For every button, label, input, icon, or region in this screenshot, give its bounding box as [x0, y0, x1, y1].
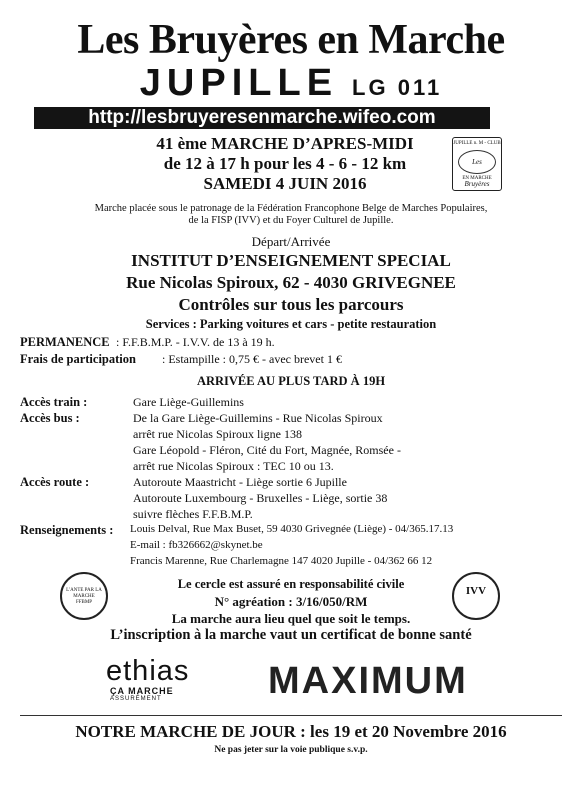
bus-line: Gare Léopold - Fléron, Cité du Fort, Magnée, Romsée - — [133, 443, 401, 457]
bus-line: De la Gare Liège-Guillemins - Rue Nicolas Spiroux — [133, 411, 383, 425]
assurance-note: Le cercle est assuré en responsabilité civile — [177, 577, 405, 591]
page-title: Les Bruyères en Marche — [77, 17, 505, 63]
club-logo-bottom: EN MARCHE — [462, 176, 492, 181]
event-date: SAMEDI 4 JUIN 2016 — [203, 174, 367, 193]
divider — [20, 715, 562, 716]
certificate-note: L’inscription à la marche vaut un certificat de bonne santé — [110, 627, 472, 643]
bus-line: arrêt rue Nicolas Spiroux ligne 138 — [133, 427, 302, 441]
litter-note: Ne pas jeter sur la voie publique s.v.p. — [214, 745, 368, 755]
maximum-logo: MAXIMUM — [268, 660, 468, 702]
train-label: Accès train : — [20, 395, 88, 409]
ethias-logo — [106, 656, 189, 702]
venue-address: Rue Nicolas Spiroux, 62 - 4030 GRIVEGNEE — [126, 273, 456, 292]
route-label: Accès route : — [20, 475, 90, 489]
ethias-tagline-1: ÇA MARCHE — [110, 686, 174, 696]
town-name: JUPILLE — [139, 62, 339, 104]
autumn-walk-note: NOTRE MARCHE DE JOUR : les 19 et 20 Novembre 2016 — [75, 722, 507, 741]
bus-line: arrêt rue Nicolas Spiroux : TEC 10 ou 13. — [133, 459, 334, 473]
services-note: Services : Parking voitures et cars - petite restauration — [145, 317, 437, 331]
controls-note: Contrôles sur tous les parcours — [178, 295, 404, 314]
event-edition: 41 ème MARCHE D’APRES-MIDI — [156, 134, 414, 153]
permanence-label: PERMANENCE — [20, 335, 110, 349]
event-hours: de 12 à 17 h pour les 4 - 6 - 12 km — [163, 154, 407, 173]
train-value: Gare Liège-Guillemins — [133, 395, 244, 409]
frais-value: : Estampille : 0,75 € - avec brevet 1 € — [162, 352, 342, 366]
frais-label: Frais de participation — [20, 352, 136, 366]
bus-label: Accès bus : — [20, 411, 80, 425]
website-url[interactable]: http://lesbruyeresenmarche.wifeo.com — [34, 107, 490, 129]
route-line: Autoroute Luxembourg - Bruxelles - Liège, sortie 38 — [133, 491, 388, 505]
town-heading — [0, 62, 582, 105]
depart-arrivee: Départ/Arrivée — [251, 234, 331, 249]
weather-note: La marche aura lieu quel que soit le temps. — [171, 611, 411, 626]
ffbmp-emblem-bottom: FFBMP — [75, 600, 93, 605]
contact-line: Louis Delval, Rue Max Buset, 59 4030 Grivegnée (Liège) - 04/365.17.13 — [130, 523, 454, 535]
ivv-emblem-text: IVV — [465, 585, 487, 597]
club-code: LG 011 — [352, 75, 443, 100]
ethias-name: ethias — [106, 655, 190, 687]
club-logo — [452, 137, 502, 191]
route-line: suivre flèches F.F.B.M.P. — [133, 507, 253, 521]
arrivee-note: ARRIVÉE AU PLUS TARD À 19H — [196, 374, 386, 388]
route-line: Autoroute Maastricht - Liège sortie 6 Jupille — [133, 475, 347, 489]
venue-name: INSTITUT D’ENSEIGNEMENT SPECIAL — [131, 251, 451, 270]
renseignements-label: Renseignements : — [20, 523, 114, 537]
patronage-line-2: de la FISP (IVV) et du Foyer Culturel de Jupille. — [188, 215, 394, 226]
patronage-line-1: Marche placée sous le patronage de la Fédération Francophone Belge de Marches Populaires, — [94, 203, 488, 214]
ethias-tagline-2: ASSURÉMENT — [110, 696, 162, 702]
agreation-number: N° agréation : 3/16/050/RM — [214, 594, 368, 609]
club-logo-top: JUPILLE n. M - CLUB — [453, 141, 501, 146]
contact-line: Francis Marenne, Rue Charlemagne 147 4020 Jupille - 04/362 66 12 — [130, 555, 433, 567]
contact-email[interactable]: E-mail : fb326662@skynet.be — [130, 539, 263, 551]
permanence-value: : F.F.B.M.P. - I.V.V. de 13 à 19 h. — [116, 335, 275, 349]
club-logo-name: Les Bruyères — [458, 150, 496, 174]
ffbmp-emblem-text: L'ANTE PAR LA MARCHE — [66, 588, 102, 599]
